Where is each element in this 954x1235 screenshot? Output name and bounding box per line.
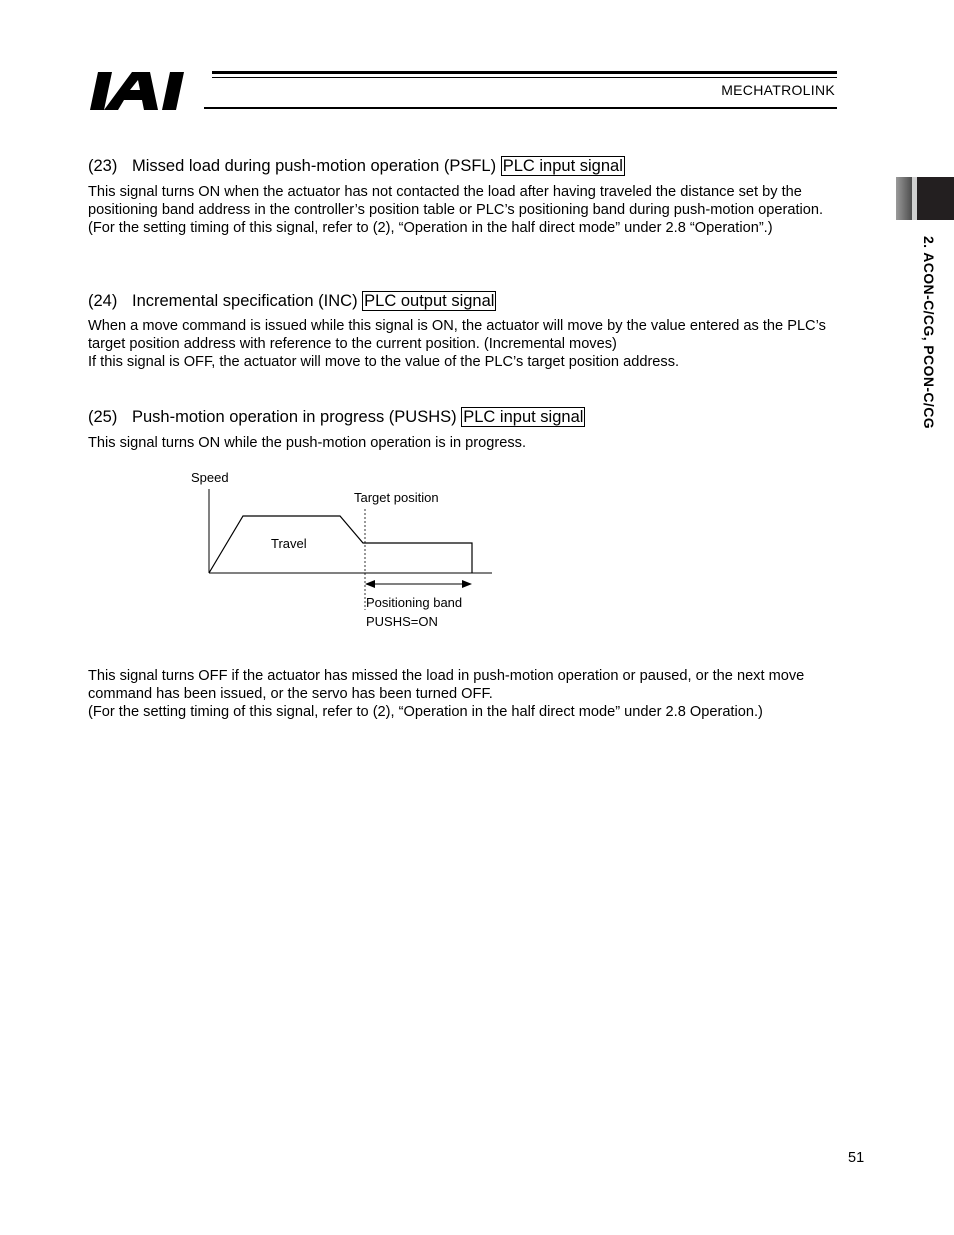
section-25-heading xyxy=(88,408,585,427)
paragraph: If this signal is OFF, the actuator will move to the value of the PLC’s target position address. xyxy=(88,354,680,370)
iai-logo xyxy=(88,70,206,112)
signal-type-badge: PLC input signal xyxy=(463,408,584,426)
positioning-band-label: Positioning band xyxy=(366,595,463,610)
section-title: Push-motion operation in progress (PUSHS) xyxy=(132,408,457,426)
section-number: (24) xyxy=(88,292,118,310)
paragraph: This signal turns ON while the push-motion operation is in progress. xyxy=(88,435,527,451)
header-rule-thin xyxy=(212,77,837,78)
paragraph: (For the setting timing of this signal, refer to (2), “Operation in the half direct mode” under 2.8 Operation.) xyxy=(88,704,763,720)
chapter-side-label: 2. ACON-C/CG, PCON-C/CG xyxy=(921,236,937,430)
section-title: Incremental specification (INC) xyxy=(132,292,358,310)
push-motion-speed-diagram xyxy=(180,465,510,635)
speed-profile-line xyxy=(209,516,472,573)
section-24-heading xyxy=(88,292,496,311)
paragraph: (For the setting timing of this signal, refer to (2), “Operation in the half direct mode” under 2.8 “Operation”.) xyxy=(88,220,773,236)
closing-body xyxy=(88,667,868,721)
paragraph: When a move command is issued while this signal is ON, the actuator will move by the value entered as the PLC’s target position address with reference to the current position. (Incremental moves) xyxy=(88,318,826,352)
section-23-heading xyxy=(88,157,625,176)
page-number: 51 xyxy=(848,1150,865,1166)
section-number: (25) xyxy=(88,408,118,426)
paragraph: This signal turns OFF if the actuator has missed the load in push-motion operation or paused, or the next move command has been issued, or the servo has been turned OFF. xyxy=(88,668,805,702)
side-tab-black xyxy=(917,177,954,220)
target-position-label: Target position xyxy=(354,490,439,505)
speed-label: Speed xyxy=(191,470,229,485)
pushs-on-label: PUSHS=ON xyxy=(366,614,438,629)
section-number: (23) xyxy=(88,157,118,175)
signal-type-badge: PLC output signal xyxy=(364,292,495,310)
header-rule-bottom xyxy=(204,107,837,109)
paragraph: This signal turns ON when the actuator has not contacted the load after having traveled the distance set by the positioning band address in the controller’s position table or PLC’s positioning band during push-motion operation. xyxy=(88,184,824,218)
section-24-body xyxy=(88,317,863,371)
section-23-body xyxy=(88,183,863,237)
signal-type-badge: PLC input signal xyxy=(502,157,623,175)
side-tab-gray xyxy=(896,177,912,220)
header-rule-thick xyxy=(212,71,837,74)
travel-label: Travel xyxy=(271,536,307,551)
section-title: Missed load during push-motion operation (PSFL) xyxy=(132,157,497,175)
section-25-body xyxy=(88,434,863,452)
header-label: MECHATROLINK xyxy=(721,82,835,98)
